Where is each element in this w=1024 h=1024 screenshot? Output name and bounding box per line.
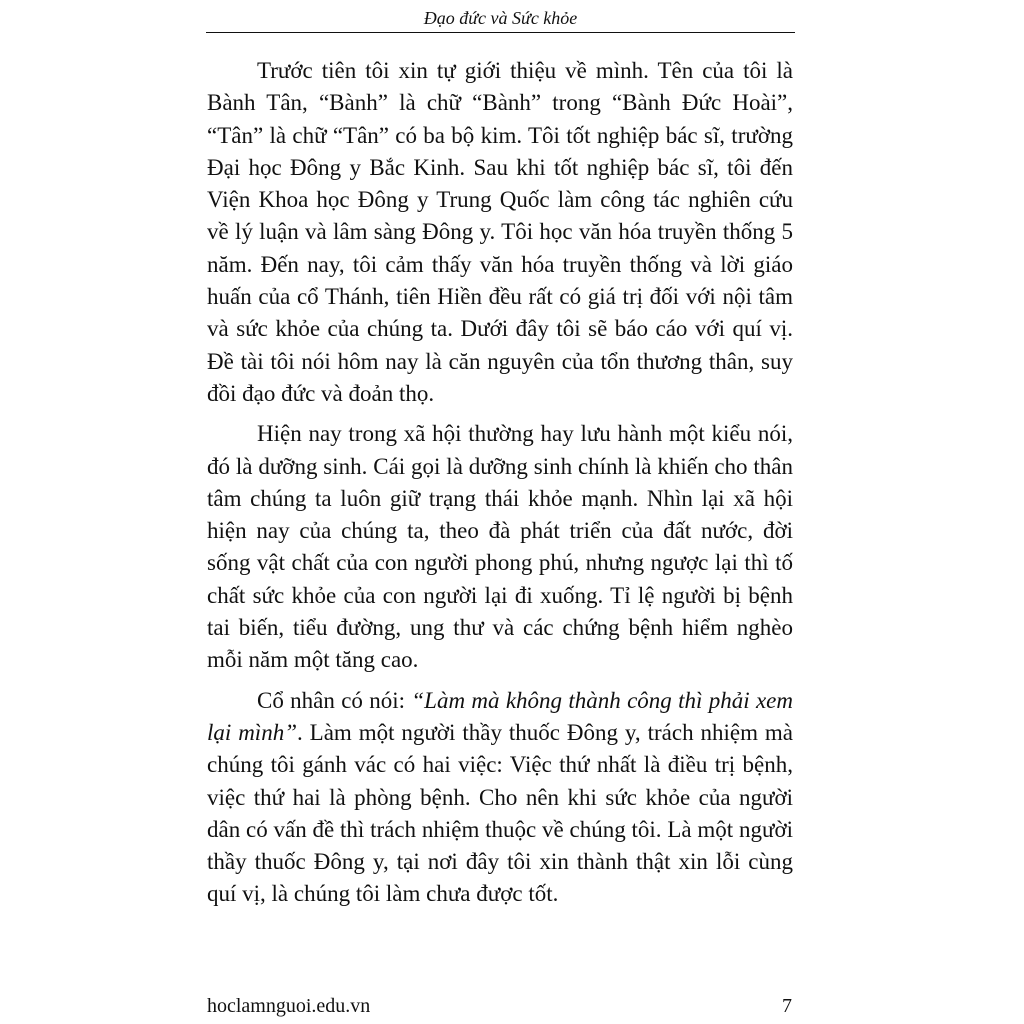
running-header-title: Đạo đức và Sức khỏe xyxy=(423,8,578,28)
italic-quote: “Làm mà không thành công thì phải xem lại mình” xyxy=(207,687,793,745)
paragraph-health-trends: Hiện nay trong xã hội thường hay lưu hành một kiểu nói, đó là dưỡng sinh. Cái gọi là dưỡng sinh chính là khiến cho thân tâm chúng ta luôn giữ trạng thái khỏe mạnh. Nhìn lại xã hội hiện nay của chúng ta, theo đà phát triển của đất nước, đời sống vật chất của con người phong phú, nhưng ngược lại thì tố chất sức khỏe của con người lại đi xuống. Tỉ lệ người bị bệnh tai biến, tiểu đường, ung thư và các chứng bệnh hiểm nghèo mỗi năm một tăng cao. xyxy=(207,421,793,673)
paragraph-intro-text: Cổ nhân có nói: xyxy=(257,687,412,713)
header-divider xyxy=(206,32,795,33)
paragraph-rest-text: . Làm một người thầy thuốc Đông y, trách nhiệm mà chúng tôi gánh vác có hai việc: Việc thứ nhất là điều trị bệnh, việc thứ hai là phòng bệnh. Cho nên khi sức khỏe của người dân có vấn đề thì trách nhiệm thuộc về chúng tôi. Là một người thầy thuốc Đông y, tại nơi đây tôi xin thành thật xin lỗi cùng quí vị, là chúng tôi làm chưa được tốt. xyxy=(207,719,793,907)
body-text xyxy=(207,55,793,919)
page-number: 7 xyxy=(782,995,792,1017)
paragraph-responsibility xyxy=(207,685,793,911)
paragraph-introduction: Trước tiên tôi xin tự giới thiệu về mình. Tên của tôi là Bành Tân, “Bành” là chữ “Bành” trong “Bành Đức Hoài”, “Tân” là chữ “Tân” có ba bộ kim. Tôi tốt nghiệp bác sĩ, trường Đại học Đông y Bắc Kinh. Sau khi tốt nghiệp bác sĩ, tôi đến Viện Khoa học Đông y Trung Quốc làm công tác nghiên cứu về lý luận và lâm sàng Đông y. Tôi học văn hóa truyền thống 5 năm. Đến nay, tôi cảm thấy văn hóa truyền thống và lời giáo huấn của cổ Thánh, tiên Hiền đều rất có giá trị đối với nội tâm và sức khỏe của chúng ta. Dưới đây tôi sẽ báo cáo với quí vị. Đề tài tôi nói hôm nay là căn nguyên của tổn thương thân, suy đồi đạo đức và đoản thọ. xyxy=(207,58,793,406)
footer-website: hoclamnguoi.edu.vn xyxy=(207,995,371,1017)
